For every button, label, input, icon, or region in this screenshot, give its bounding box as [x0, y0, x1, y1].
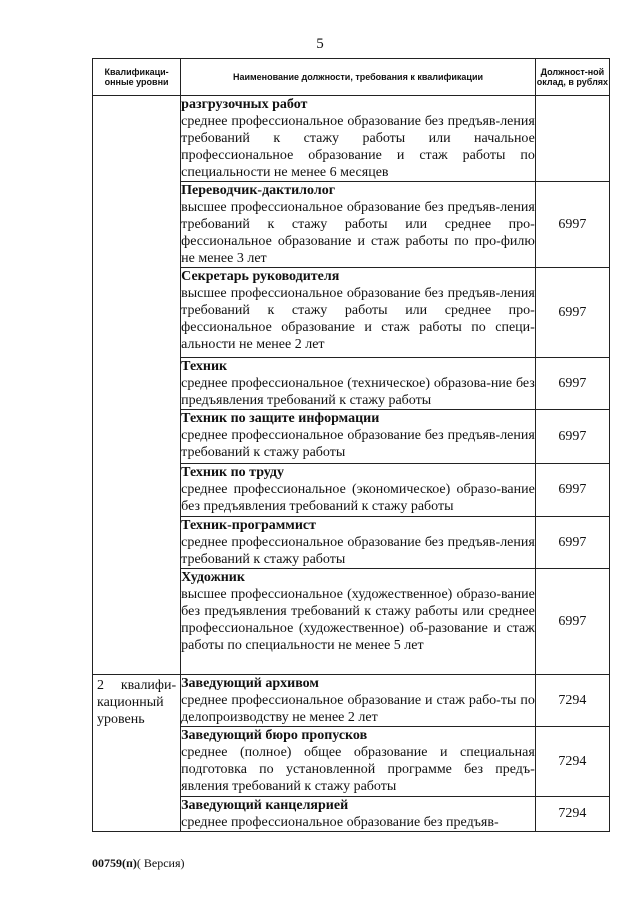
salary-cell: 6997	[535, 464, 609, 517]
header-salary: Должност-ной оклад, в рублях	[535, 59, 609, 96]
salary-cell: 6997	[535, 358, 609, 410]
document-code: 00759(п)	[92, 856, 137, 870]
position-requirements: среднее профессиональное (техническое) образова-ние без предъявления требований к стажу работы	[181, 376, 535, 408]
salary-cell	[535, 96, 609, 182]
table-header-row	[93, 59, 610, 96]
salary-cell: 7294	[535, 797, 609, 832]
position-cell	[181, 517, 536, 569]
position-requirements: среднее профессиональное образование без предъяв-ления требований к стажу работы	[181, 535, 535, 567]
position-requirements: высшее профессиональное (художественное) образо-вание без предъявления требований к стажу работы или среднее профессиональное (художественное) об-разование и стаж работы по специальности не менее 5 лет	[181, 587, 535, 653]
position-cell	[181, 96, 536, 182]
level-cell-empty	[93, 96, 181, 675]
position-requirements: среднее (полное) общее образование и специальная подготовка по установленной программе без предъ-явления требований к стажу работы	[181, 745, 535, 794]
salary-cell: 6997	[535, 268, 609, 358]
document-version: ( Версия)	[136, 856, 185, 870]
position-requirements: среднее профессиональное образование и стаж рабо-ты по делопроизводству не менее 2 лет	[181, 693, 535, 725]
table-row	[93, 675, 610, 727]
position-cell	[181, 464, 536, 517]
level-cell: 2 квалифи-кационный уровень	[93, 675, 181, 832]
salary-cell: 6997	[535, 517, 609, 569]
position-requirements: среднее профессиональное образование без предъяв-ления требований к стажу работы или начальное профессиональное образование и стаж работы по специальности не менее 6 месяцев	[181, 114, 535, 180]
position-cell	[181, 797, 536, 832]
footer-code	[92, 856, 185, 871]
salary-cell: 6997	[535, 569, 609, 675]
position-title: Техник по труду	[181, 465, 285, 480]
header-description: Наименование должности, требования к квалификации	[181, 59, 536, 96]
position-requirements: среднее профессиональное образование без предъяв-ления требований к стажу работы	[181, 428, 535, 460]
position-title: Заведующий архивом	[181, 676, 319, 691]
position-requirements: среднее профессиональное (экономическое) образо-вание без предъявления требований к стажу работы	[181, 482, 535, 514]
position-requirements: среднее профессиональное образование без предъяв-	[181, 815, 499, 830]
position-requirements: высшее профессиональное образование без предъяв-ления требований к стажу работы или среднее про-фессиональное образование и стаж работы по про-филю не менее 3 лет	[181, 200, 535, 266]
salary-cell: 7294	[535, 675, 609, 727]
position-title: Заведующий канцелярией	[181, 798, 349, 813]
position-title: Заведующий бюро пропусков	[181, 728, 368, 743]
salary-cell: 6997	[535, 182, 609, 268]
position-title: Художник	[181, 570, 245, 585]
position-cell	[181, 410, 536, 464]
position-title: Техник	[181, 359, 228, 374]
position-cell	[181, 182, 536, 268]
salary-cell: 6997	[535, 410, 609, 464]
position-cell	[181, 675, 536, 727]
position-cell	[181, 727, 536, 797]
qualification-table	[92, 58, 610, 832]
header-level: Квалификаци-онные уровни	[93, 59, 181, 96]
position-requirements: высшее профессиональное образование без предъяв-ления требований к стажу работы или среднее про-фессиональное образование и стаж работы по специ-альности не менее 2 лет	[181, 286, 535, 352]
position-cell	[181, 268, 536, 358]
page-number: 5	[316, 36, 324, 52]
position-title: разгрузочных работ	[181, 97, 308, 112]
position-title: Техник-программист	[181, 518, 316, 533]
position-cell	[181, 358, 536, 410]
position-title: Переводчик-дактилолог	[181, 183, 336, 198]
table-row	[93, 96, 610, 182]
salary-cell: 7294	[535, 727, 609, 797]
position-title: Секретарь руководителя	[181, 269, 340, 284]
position-cell	[181, 569, 536, 675]
position-title: Техник по защите информации	[181, 411, 380, 426]
